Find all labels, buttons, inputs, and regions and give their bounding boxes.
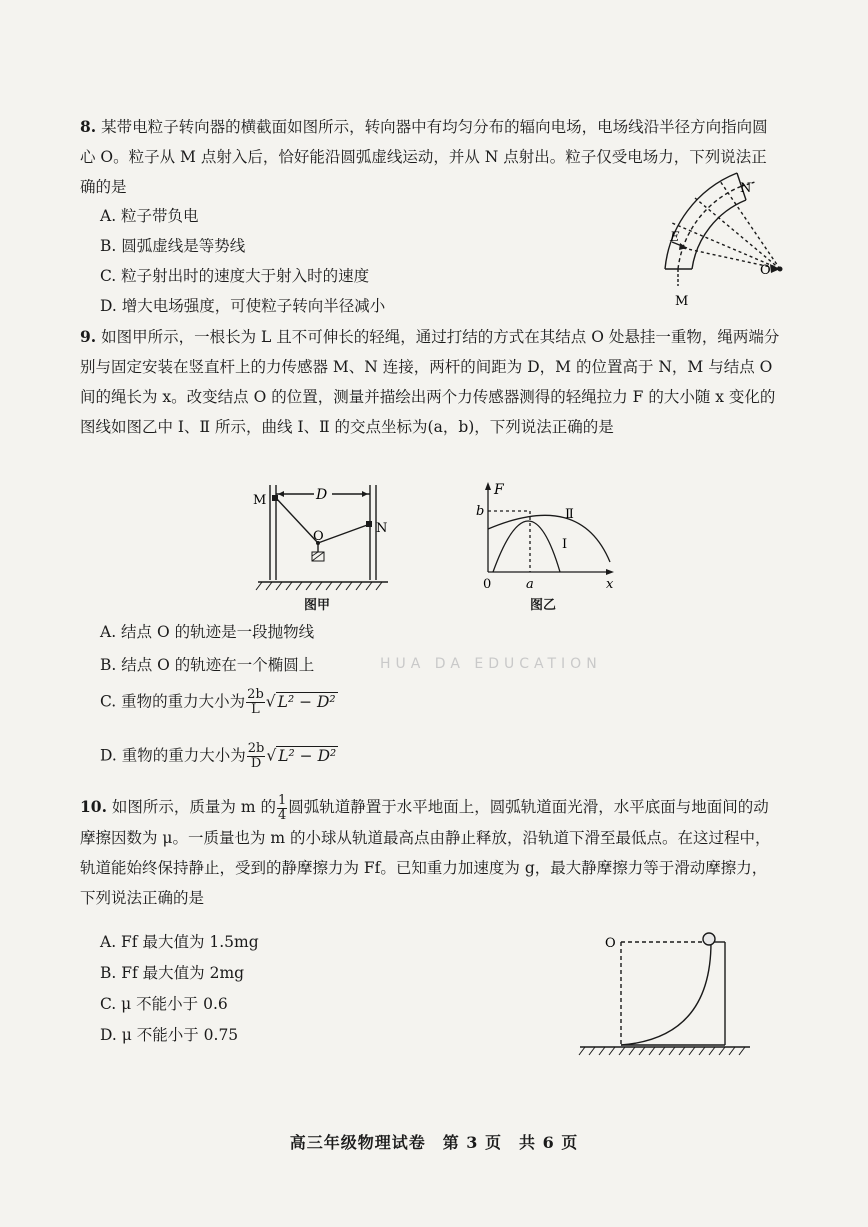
q9-option-b: B. 结点 O 的轨迹在一个椭圆上 [100, 656, 315, 674]
label-n: N [740, 181, 752, 196]
question-number: 8. [80, 117, 97, 136]
label-e: E [670, 230, 680, 245]
numerator: 1 [277, 792, 287, 808]
option-text: C. 重物的重力大小为 [100, 692, 246, 711]
q9-figure-a [248, 480, 398, 600]
radicand: L² − D² [277, 692, 336, 711]
question-number: 10. [80, 797, 107, 816]
q8-option-b: B. 圆弧虚线是等势线 [100, 237, 246, 255]
q9-figure-b [470, 480, 620, 595]
q9-option-a: A. 结点 O 的轨迹是一段抛物线 [100, 623, 315, 641]
fraction [247, 742, 266, 771]
q8-option-a: A. 粒子带负电 [100, 207, 199, 225]
q10-option-b: B. Ff 最大值为 2mg [100, 964, 245, 982]
label-d: D [316, 487, 328, 503]
question-text-1: 如图所示，质量为 m 的 [111, 798, 276, 816]
label-a: a [526, 577, 534, 592]
q10-option-a: A. Ff 最大值为 1.5mg [100, 933, 259, 951]
denominator: 4 [277, 807, 287, 823]
curve-label-1: Ⅰ [562, 537, 568, 552]
denominator: L [251, 702, 260, 717]
figure-a-caption: 图甲 [304, 598, 331, 613]
label-m: M [675, 294, 689, 309]
watermark: HUA DA EDUCATION [380, 656, 602, 672]
q10-option-d: D. μ 不能小于 0.75 [100, 1026, 239, 1044]
question-10-stem [80, 792, 780, 913]
q9-option-d: D. 重物的重力大小为 $\frac{2b}{D}$ √ L² − D² [100, 741, 337, 771]
denominator: D [250, 756, 262, 771]
option-text: D. 重物的重力大小为 [100, 746, 246, 765]
label-n: N [376, 521, 388, 536]
label-m: M [253, 493, 267, 508]
page-footer: 高三年级物理试卷 第 3 页 共 6 页 [289, 1133, 579, 1152]
question-text: 如图甲所示，一根长为 L 且不可伸长的轻绳，通过打结的方式在其结点 O 处悬挂一重物，绳两端分别与固定安装在竖直杆上的力传感器 M、N 连接，两杆的间距为 D，M 的位置高于 N，M 与结点 O 间的绳长为 x。改变结点 O 的位置，测量并描绘出两个力传感器测得的轻绳拉力 F 的大小随 x 变化的图线如图乙中 Ⅰ、Ⅱ 所示，曲线 Ⅰ、Ⅱ 的交点坐标为(a，b)，下列说法正确的是 [80, 328, 780, 436]
q8-deflector-figure [625, 168, 785, 318]
figure-b-caption: 图乙 [530, 598, 557, 613]
fraction [246, 688, 265, 717]
radicand: L² − D² [278, 746, 337, 765]
numerator: 2b [247, 687, 264, 702]
q8-option-d: D. 增大电场强度，可使粒子转向半径减小 [100, 297, 386, 315]
axis-label-f: F [494, 482, 504, 498]
q10-option-c: C. μ 不能小于 0.6 [100, 995, 228, 1013]
label-b: b [476, 504, 485, 519]
curve-label-2: Ⅱ [565, 507, 574, 522]
q10-track-figure [575, 930, 755, 1065]
axis-label-x: x [606, 577, 614, 592]
question-9-stem [80, 322, 780, 442]
q9-option-c: C. 重物的重力大小为 $\frac{2b}{L}$ √ L² − D² [100, 687, 336, 717]
question-number: 9. [80, 327, 97, 346]
question-text: 某带电粒子转向器的横截面如图所示，转向器中有均匀分布的辐向电场，电场线沿半径方向指向圆心 O。粒子从 M 点射入后，恰好能沿圆弧虚线运动，并从 N 点射出。粒子仅受电场力，下列说法正确的是 [80, 118, 768, 196]
numerator: 2b [247, 741, 265, 756]
q8-option-c: C. 粒子射出时的速度大于射入时的速度 [100, 267, 370, 285]
question-text-2: 圆弧轨道静置于水平地面上，圆弧轨道面光滑，水平底面与地面间的动摩擦因数为 μ。一质量也为 m 的小球从轨道最高点由静止释放，沿轨道下滑至最低点。在这过程中，轨道能始终保持静止，受到的静摩擦力为 Ff。已知重力加速度为 g，最大静摩擦力等于滑动摩擦力，下列说法正确的是 [80, 798, 771, 907]
label-o: O [313, 529, 324, 544]
label-o: O [605, 936, 616, 951]
origin-label: 0 [483, 577, 492, 592]
fraction [277, 794, 287, 823]
label-o: O [760, 263, 771, 278]
